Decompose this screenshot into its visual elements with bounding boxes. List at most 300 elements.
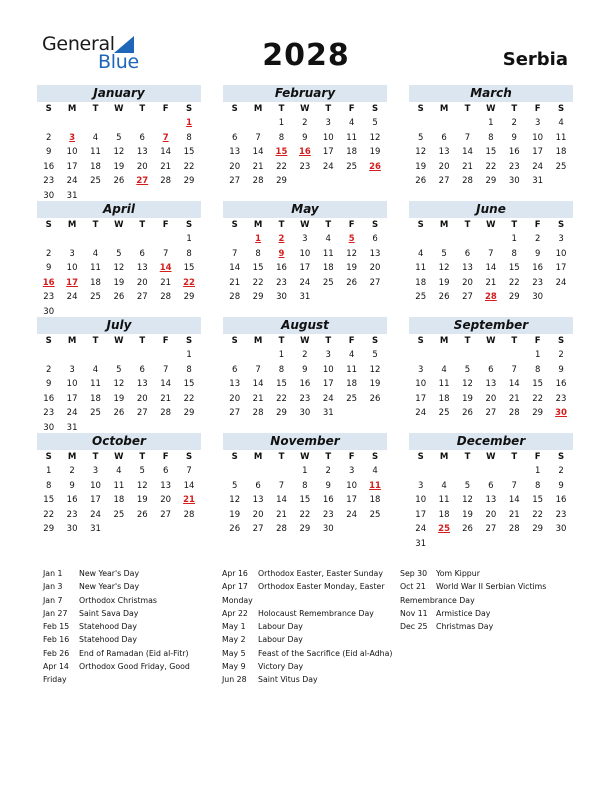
weekday-label: S [557, 336, 565, 346]
empty-day-cell [60, 116, 83, 131]
weekday-label: W [300, 104, 310, 114]
day-cell: 15 [43, 495, 55, 505]
day-cell: 7 [186, 466, 192, 476]
day-cell: 11 [113, 480, 125, 491]
holiday-date: Jan 3 [43, 582, 63, 592]
month-december [409, 433, 573, 551]
day-cell: 26 [113, 176, 125, 186]
month-title: July [37, 317, 201, 334]
day-cell: 14 [508, 379, 520, 389]
weekday-label: T [278, 220, 285, 230]
day-cell: 13 [485, 495, 497, 505]
day-cell: 31 [66, 190, 78, 201]
week-row [223, 247, 387, 262]
month-title: October [37, 433, 201, 450]
weekday-label: S [557, 104, 565, 114]
empty-day-cell [432, 464, 455, 479]
holiday-item [400, 580, 570, 607]
empty-day-cell [107, 116, 130, 131]
day-cell: 20 [252, 509, 264, 520]
day-cell: 27 [462, 292, 473, 302]
day-cell: 7 [162, 364, 169, 375]
day-cell: 21 [508, 393, 520, 404]
week-row [409, 116, 573, 131]
day-cell: 2 [558, 350, 564, 360]
month-january [37, 85, 201, 203]
empty-day-cell [340, 290, 363, 305]
holiday-column [43, 567, 215, 687]
weekday-label: M [253, 220, 263, 230]
day-cell: 2 [511, 118, 517, 128]
day-cell: 3 [417, 480, 424, 491]
holiday-day-cell: 11 [369, 480, 381, 491]
day-cell: 11 [438, 379, 450, 389]
day-cell: 8 [534, 364, 541, 375]
day-cell: 21 [252, 393, 264, 404]
day-cell: 10 [322, 364, 334, 375]
week-row [223, 174, 387, 189]
week-row [409, 377, 573, 392]
holiday-name: Feast of the Sacrifice (Eid al-Adha) [258, 648, 393, 658]
day-cell: 25 [555, 161, 567, 172]
week-row [37, 479, 201, 494]
empty-day-cell [154, 232, 177, 247]
day-cell: 5 [116, 364, 122, 375]
day-cell: 22 [532, 509, 544, 520]
day-cell: 1 [302, 466, 308, 476]
weekday-label: T [278, 452, 285, 462]
day-cell: 16 [66, 495, 78, 505]
holiday-name: Orthodox Easter, Easter Sunday [258, 569, 383, 578]
day-cell: 30 [508, 176, 520, 186]
day-cell: 29 [299, 524, 311, 534]
day-cell: 7 [231, 248, 238, 259]
month-title: September [409, 317, 573, 334]
weekday-label: T [464, 336, 471, 346]
day-cell: 25 [346, 393, 358, 404]
empty-day-cell [432, 116, 455, 131]
holiday-item [222, 633, 394, 646]
holiday-date: Jan 27 [43, 608, 68, 618]
week-row [37, 522, 201, 537]
day-cell: 22 [252, 277, 264, 288]
month-february [223, 85, 387, 189]
day-cell: 3 [417, 364, 424, 375]
day-cell: 2 [558, 466, 564, 476]
holiday-name: Orthodox Good Friday, Good [79, 662, 190, 672]
weekday-label: T [511, 104, 518, 114]
day-cell: 4 [441, 364, 447, 375]
weekday-label: T [92, 220, 99, 230]
holiday-day-cell: 25 [438, 524, 450, 534]
week-row [409, 464, 573, 479]
day-cell: 4 [325, 234, 331, 244]
day-cell: 10 [555, 248, 567, 259]
weekday-label: S [45, 452, 52, 462]
weekday-label: W [486, 104, 496, 114]
day-cell: 25 [90, 408, 101, 418]
logo-text-general: General [42, 33, 115, 55]
day-cell: 3 [69, 364, 75, 375]
day-cell: 28 [160, 408, 172, 418]
day-cell: 27 [485, 408, 497, 418]
day-cell: 23 [276, 277, 287, 288]
day-cell: 13 [462, 263, 473, 273]
holiday-name: End of Ramadan (Eid al-Fitr) [79, 648, 189, 658]
weekday-label: S [185, 336, 193, 346]
week-row [223, 232, 387, 247]
holiday-date: Oct 21 [400, 582, 426, 592]
empty-day-cell [409, 464, 432, 479]
empty-day-cell [107, 348, 130, 363]
day-cell: 16 [322, 495, 334, 505]
empty-day-cell [107, 522, 130, 537]
day-cell: 6 [139, 364, 145, 375]
week-row [409, 392, 573, 407]
weekday-label: T [92, 104, 99, 114]
empty-day-cell [154, 348, 177, 363]
weekday-label: S [557, 452, 565, 462]
weekday-label: T [511, 452, 518, 462]
weekday-label: F [534, 336, 541, 346]
day-cell: 3 [534, 118, 541, 128]
week-row [37, 377, 201, 392]
holiday-day-cell: 17 [66, 277, 78, 288]
day-cell: 5 [116, 132, 122, 143]
day-cell: 1 [534, 466, 541, 476]
logo-text-blue: Blue [98, 51, 139, 73]
empty-day-cell [84, 116, 107, 131]
holiday-name: Christmas Day [436, 622, 494, 632]
week-row [223, 116, 387, 131]
day-cell: 11 [322, 248, 334, 259]
holiday-name: Victory Day [258, 662, 304, 672]
day-cell: 6 [139, 132, 145, 143]
day-cell: 23 [43, 292, 55, 302]
day-cell: 13 [369, 248, 381, 259]
day-cell: 18 [90, 277, 101, 288]
day-cell: 10 [415, 495, 427, 505]
day-cell: 8 [45, 480, 52, 491]
weekday-label: T [278, 336, 285, 346]
day-cell: 28 [229, 292, 241, 302]
day-cell: 15 [183, 263, 195, 273]
day-cell: 13 [136, 263, 148, 273]
day-cell: 17 [66, 393, 78, 404]
holiday-day-cell: 1 [186, 118, 192, 128]
holiday-name-continued: Remembrance Day [400, 595, 475, 605]
day-cell: 3 [558, 234, 564, 244]
day-cell: 1 [488, 118, 494, 128]
holiday-date: Sep 30 [400, 569, 428, 578]
empty-day-cell [246, 116, 269, 131]
day-cell: 25 [113, 509, 125, 520]
month-title: November [223, 433, 387, 450]
month-march [409, 85, 573, 189]
day-cell: 29 [43, 524, 55, 534]
day-cell: 14 [160, 379, 172, 389]
holiday-date: May 5 [222, 648, 246, 658]
day-cell: 19 [415, 161, 427, 172]
day-cell: 19 [136, 495, 148, 505]
holiday-date: Apr 22 [222, 608, 248, 618]
day-cell: 29 [183, 408, 195, 418]
day-cell: 28 [508, 524, 520, 534]
day-cell: 23 [322, 509, 334, 520]
weekday-label: S [231, 336, 238, 346]
weekday-label: S [557, 220, 565, 230]
day-cell: 30 [276, 292, 287, 302]
day-cell: 15 [299, 495, 311, 505]
day-cell: 13 [136, 147, 148, 157]
day-cell: 28 [508, 408, 520, 418]
weekday-label: F [162, 104, 169, 114]
day-cell: 26 [438, 292, 450, 302]
day-cell: 21 [485, 277, 497, 288]
empty-day-cell [456, 232, 479, 247]
day-cell: 9 [45, 379, 52, 389]
empty-day-cell [223, 116, 246, 131]
holiday-name: Orthodox Easter Monday, Easter [258, 582, 385, 592]
day-cell: 5 [372, 350, 378, 360]
day-cell: 12 [462, 379, 473, 389]
day-cell: 21 [229, 277, 241, 288]
day-cell: 9 [511, 132, 517, 143]
day-cell: 26 [229, 524, 241, 534]
holiday-date: May 1 [222, 622, 246, 632]
weekday-label: T [278, 104, 285, 114]
day-cell: 16 [555, 379, 567, 389]
day-cell: 13 [160, 480, 172, 491]
day-cell: 29 [508, 292, 520, 302]
empty-day-cell [37, 348, 60, 363]
day-cell: 14 [276, 495, 287, 505]
day-cell: 7 [255, 364, 261, 375]
day-cell: 24 [555, 277, 567, 288]
day-cell: 10 [322, 132, 334, 143]
weekday-label: T [92, 452, 99, 462]
day-cell: 30 [43, 306, 55, 317]
empty-day-cell [340, 406, 363, 421]
empty-day-cell [340, 174, 363, 189]
empty-day-cell [432, 348, 455, 363]
day-cell: 13 [229, 379, 241, 389]
day-cell: 6 [488, 364, 494, 375]
day-cell: 4 [92, 248, 99, 259]
day-cell: 14 [252, 379, 264, 389]
weekday-label: T [325, 220, 332, 230]
empty-day-cell [503, 537, 526, 552]
holiday-name: Statehood Day [79, 635, 137, 645]
day-cell: 11 [90, 263, 101, 273]
empty-day-cell [456, 348, 479, 363]
day-cell: 19 [113, 161, 125, 172]
weekday-label: W [300, 452, 310, 462]
day-cell: 20 [485, 393, 497, 404]
holiday-date: Nov 11 [400, 608, 428, 618]
weekday-label: S [45, 336, 52, 346]
empty-day-cell [60, 232, 83, 247]
day-cell: 22 [485, 161, 497, 172]
holiday-item [43, 567, 215, 580]
month-title: February [223, 85, 387, 102]
day-cell: 10 [66, 379, 78, 389]
day-cell: 13 [252, 495, 264, 505]
day-cell: 23 [555, 393, 567, 404]
day-cell: 29 [252, 292, 264, 302]
month-title: March [409, 85, 573, 102]
day-cell: 19 [462, 509, 473, 520]
weekday-header [409, 334, 573, 348]
day-cell: 17 [532, 147, 544, 157]
holiday-day-cell: 30 [555, 408, 567, 418]
day-cell: 27 [229, 408, 241, 418]
day-cell: 2 [325, 466, 331, 476]
day-cell: 11 [90, 379, 101, 389]
weekday-label: T [464, 220, 471, 230]
day-cell: 14 [485, 263, 497, 273]
day-cell: 22 [299, 509, 311, 520]
empty-day-cell [479, 232, 502, 247]
day-cell: 28 [252, 176, 264, 186]
holiday-day-cell: 21 [183, 495, 195, 505]
month-title: April [37, 201, 201, 218]
week-row [223, 290, 387, 305]
empty-day-cell [456, 537, 479, 552]
holiday-date: Jan 1 [43, 569, 63, 578]
weekday-label: F [348, 336, 355, 346]
empty-day-cell [317, 290, 340, 305]
week-row [409, 522, 573, 537]
weekday-label: W [114, 220, 124, 230]
day-cell: 18 [346, 379, 358, 389]
empty-day-cell [223, 464, 246, 479]
day-cell: 27 [485, 524, 497, 534]
day-cell: 7 [278, 480, 285, 491]
week-row [409, 348, 573, 363]
day-cell: 12 [229, 495, 241, 505]
day-cell: 9 [45, 147, 52, 157]
day-cell: 5 [464, 364, 471, 375]
day-cell: 30 [43, 190, 55, 201]
day-cell: 9 [45, 263, 52, 273]
week-row [223, 479, 387, 494]
day-cell: 26 [462, 524, 473, 534]
day-cell: 9 [302, 132, 308, 143]
weekday-label: W [486, 220, 496, 230]
day-cell: 5 [139, 466, 145, 476]
holiday-date: Dec 25 [400, 622, 428, 632]
weekday-header [37, 102, 201, 116]
weekday-label: S [417, 336, 424, 346]
day-cell: 1 [278, 350, 285, 360]
weekday-label: M [67, 220, 77, 230]
day-cell: 15 [485, 147, 497, 157]
day-cell: 27 [252, 524, 264, 534]
day-cell: 18 [438, 393, 450, 404]
weekday-header [223, 102, 387, 116]
holiday-date: Jan 7 [43, 595, 63, 605]
day-cell: 22 [43, 509, 55, 520]
day-cell: 4 [348, 350, 355, 360]
day-cell: 23 [555, 509, 567, 520]
day-cell: 28 [276, 524, 287, 534]
day-cell: 1 [186, 350, 192, 360]
week-row [37, 174, 201, 189]
day-cell: 19 [113, 277, 125, 288]
day-cell: 8 [278, 132, 285, 143]
day-cell: 16 [276, 263, 287, 273]
empty-day-cell [479, 537, 502, 552]
weekday-label: M [253, 336, 263, 346]
weekday-label: T [325, 336, 332, 346]
week-row [409, 276, 573, 291]
week-row [409, 493, 573, 508]
day-cell: 20 [462, 277, 473, 288]
holiday-name: Labour Day [258, 635, 303, 645]
empty-day-cell [456, 464, 479, 479]
holiday-date: May 9 [222, 662, 246, 672]
holiday-day-cell: 14 [159, 263, 172, 273]
holiday-name: Orthodox Christmas [79, 595, 157, 605]
week-row [37, 464, 201, 479]
weekday-label: S [371, 452, 379, 462]
day-cell: 7 [255, 132, 261, 143]
day-cell: 18 [555, 147, 567, 157]
week-row [37, 116, 201, 131]
day-cell: 6 [372, 234, 378, 244]
week-row [409, 247, 573, 262]
day-cell: 18 [90, 161, 101, 172]
holiday-day-cell: 22 [183, 277, 195, 288]
week-row [223, 348, 387, 363]
empty-day-cell [456, 116, 479, 131]
holiday-day-cell: 16 [298, 147, 311, 157]
empty-day-cell [37, 232, 60, 247]
day-cell: 3 [92, 466, 99, 476]
day-cell: 8 [186, 132, 192, 143]
week-row [37, 160, 201, 175]
holiday-column [222, 567, 394, 687]
day-cell: 25 [438, 408, 450, 418]
empty-day-cell [432, 537, 455, 552]
day-cell: 5 [372, 118, 378, 128]
day-cell: 14 [160, 147, 172, 157]
day-cell: 14 [183, 480, 195, 491]
day-cell: 20 [136, 161, 148, 172]
day-cell: 3 [325, 350, 331, 360]
day-cell: 31 [415, 538, 427, 549]
empty-day-cell [409, 348, 432, 363]
weekday-label: M [67, 104, 77, 114]
day-cell: 7 [162, 248, 169, 259]
day-cell: 18 [113, 495, 125, 505]
empty-day-cell [340, 522, 363, 537]
day-cell: 16 [299, 379, 311, 389]
empty-day-cell [177, 522, 200, 537]
day-cell: 28 [160, 292, 172, 302]
day-cell: 12 [369, 132, 381, 143]
empty-day-cell [549, 537, 572, 552]
day-cell: 18 [369, 495, 381, 505]
day-cell: 6 [441, 132, 447, 143]
day-cell: 20 [485, 509, 497, 520]
day-cell: 12 [438, 263, 450, 273]
holiday-item [222, 607, 394, 620]
day-cell: 9 [302, 364, 308, 375]
day-cell: 24 [299, 277, 311, 288]
day-cell: 25 [322, 277, 334, 288]
